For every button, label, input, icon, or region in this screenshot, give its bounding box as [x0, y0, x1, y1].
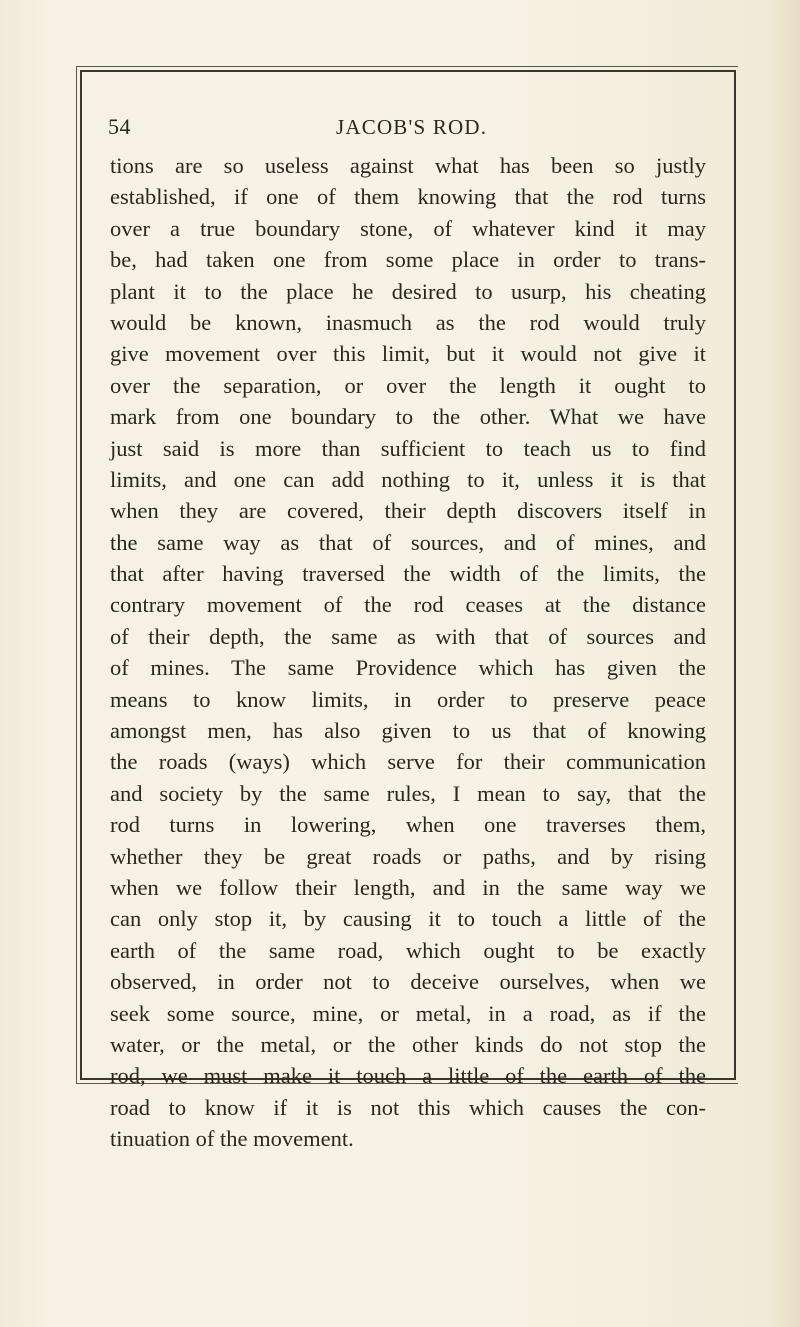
text-line: would be known, inasmuch as the rod would truly [110, 309, 706, 335]
text-line: tions are so useless against what has been so justly [110, 153, 706, 178]
body-text [110, 150, 706, 1155]
page-header [108, 112, 708, 146]
text-line: when we follow their length, and in the same way we [110, 874, 706, 900]
text-line: the roads (ways) which serve for their communication [110, 749, 706, 775]
text-line: over a true boundary stone, of whatever kind it may [110, 215, 706, 241]
text-line: whether they be great roads or paths, and by rising [110, 843, 706, 869]
text-line: just said is more than sufficient to teach us to find [110, 435, 706, 461]
running-head: JACOB'S ROD. [336, 115, 488, 139]
text-line: earth of the same road, which ought to be exactly [110, 937, 706, 963]
text-line: means to know limits, in order to preserve peace [110, 686, 706, 712]
text-line: the same way as that of sources, and of mines, and [110, 529, 706, 555]
text-line: when they are covered, their depth discovers itself in [110, 498, 706, 524]
text-line: over the separation, or over the length it ought to [110, 372, 706, 398]
text-line: tinuation of the movement. [110, 1126, 354, 1152]
text-line: be, had taken one from some place in order to trans- [110, 247, 706, 273]
text-line: rod, we must make it touch a little of the earth of the [110, 1063, 706, 1089]
text-line: water, or the metal, or the other kinds do not stop the [110, 1031, 706, 1057]
text-line: amongst men, has also given to us that of knowing [110, 718, 706, 744]
text-line: plant it to the place he desired to usurp, his cheating [110, 278, 706, 304]
text-line: established, if one of them knowing that the rod turns [110, 184, 706, 210]
page-number: 54 [108, 114, 131, 139]
text-line: and society by the same rules, I mean to say, that the [110, 780, 706, 806]
text-line: contrary movement of the rod ceases at the distance [110, 592, 706, 618]
text-line: observed, in order not to deceive ourselves, when we [110, 969, 706, 995]
text-line: rod turns in lowering, when one traverses them, [110, 812, 706, 838]
text-line: can only stop it, by causing it to touch a little of the [110, 906, 706, 932]
text-line: that after having traversed the width of the limits, the [110, 561, 706, 587]
text-line: limits, and one can add nothing to it, unless it is that [110, 466, 706, 492]
text-line: of their depth, the same as with that of sources and [110, 623, 706, 649]
text-line: road to know if it is not this which causes the con- [110, 1094, 706, 1120]
text-line: give movement over this limit, but it would not give it [110, 341, 706, 367]
text-line: seek some source, mine, or metal, in a road, as if the [110, 1000, 706, 1026]
text-line: mark from one boundary to the other. What we have [110, 404, 706, 430]
text-line: of mines. The same Providence which has given the [110, 655, 706, 681]
